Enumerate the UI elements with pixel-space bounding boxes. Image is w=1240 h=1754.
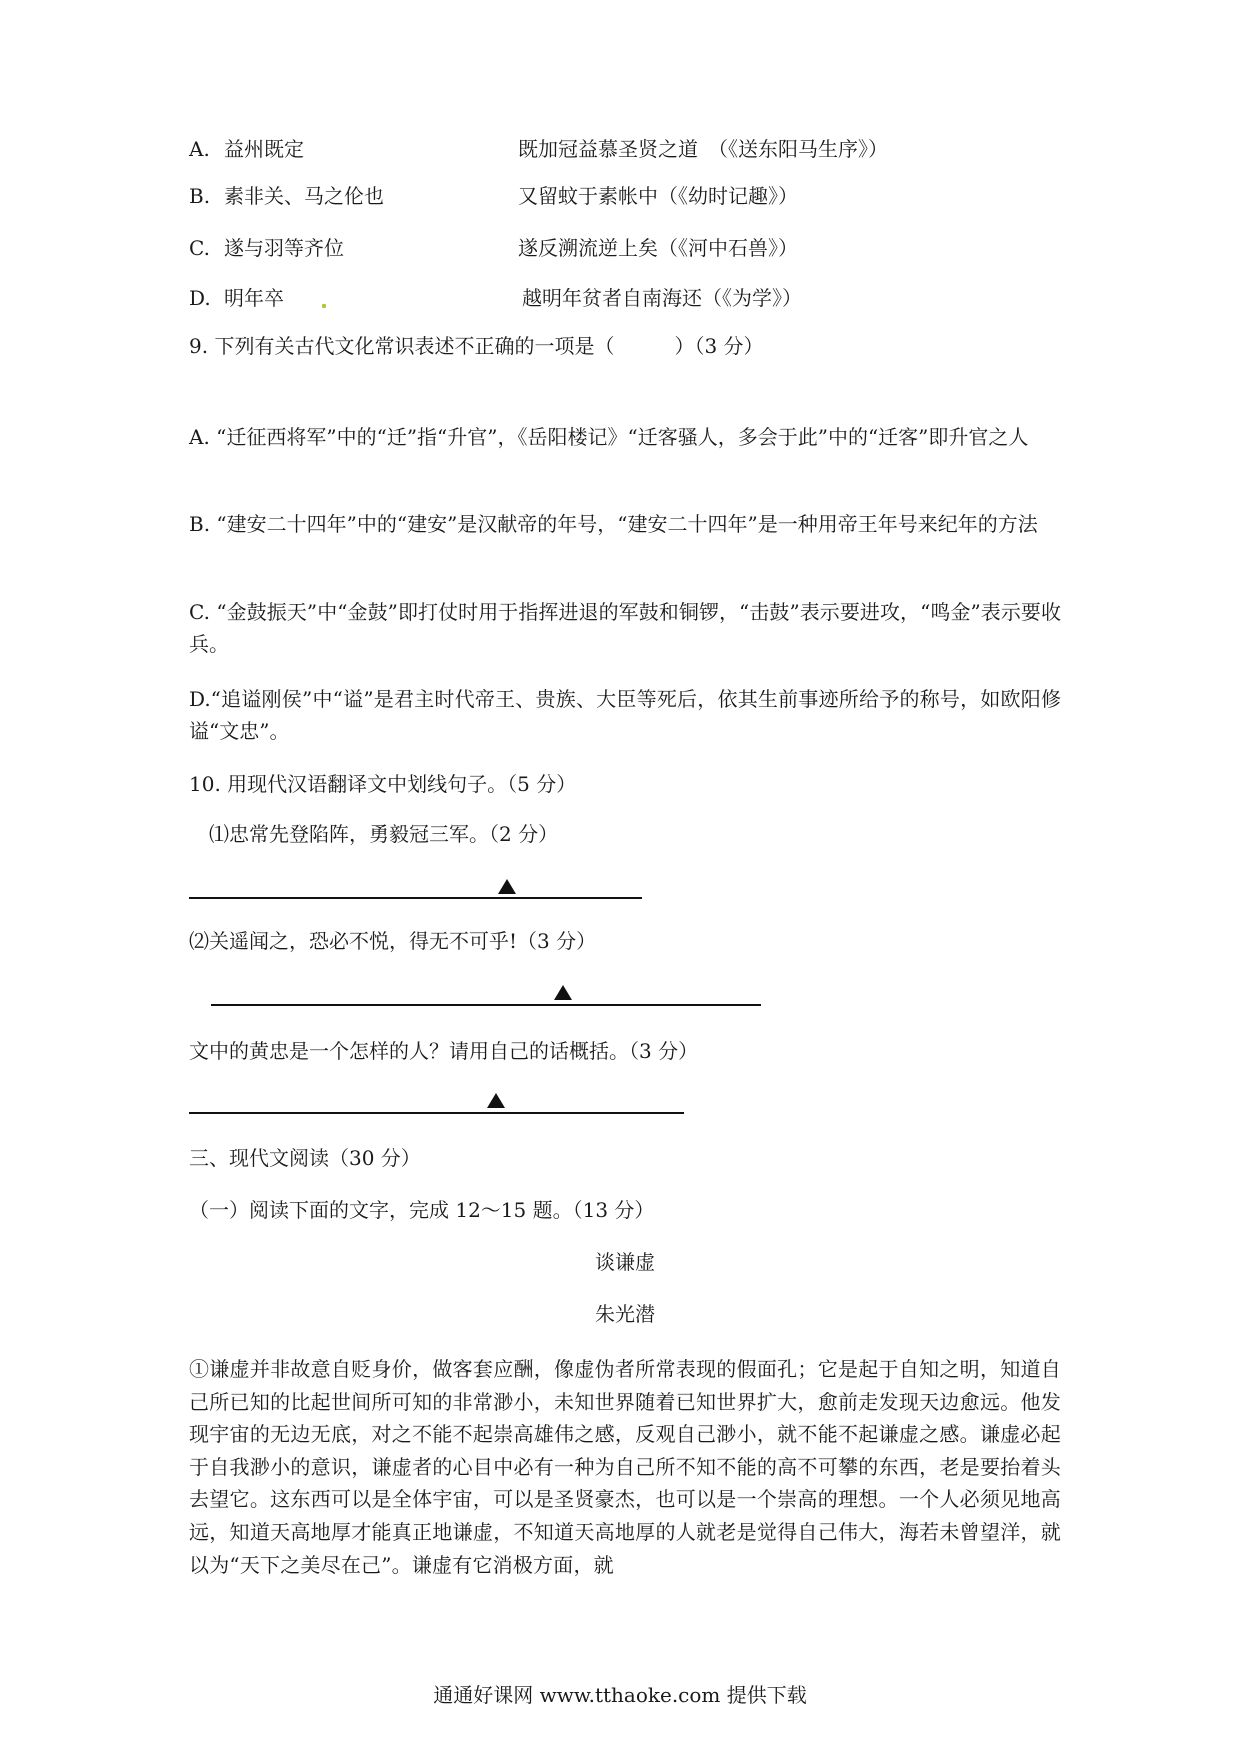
passage-author: 朱光潜 [595,1302,655,1326]
q8-option-a-right: 既加冠益慕圣贤之道 （《送东阳马生序》） [518,137,888,161]
answer-line [211,1004,761,1006]
q9-stem: 9. 下列有关古代文化常识表述不正确的一项是（ ）（3 分） [189,334,764,358]
answer-marker-icon [554,985,572,1000]
q8-option-b-left: 素非关、马之伦也 [224,184,384,208]
q9-option-c: C. “金鼓振天”中“金鼓”即打仗时用于指挥进退的军鼓和铜锣，“击鼓”表示要进攻，“鸣金”表示要收兵。 [189,600,1061,656]
q9-option-a: A. “迁征西将军”中的“迁”指“升官”，《岳阳楼记》“迁客骚人，多会于此”中的“迁客”即升官之人 [189,425,1029,449]
passage-title: 谈谦虚 [595,1250,655,1274]
answer-line [189,897,642,899]
q8-option-b-label: B. [189,184,211,208]
q8-option-c-right: 遂反溯流逆上矣（《河中石兽》） [518,236,798,260]
answer-marker-icon [487,1093,505,1108]
q8-option-c-left: 遂与羽等齐位 [224,236,344,260]
answer-marker-icon [498,879,516,894]
passage-body: ①谦虚并非故意自贬身价，做客套应酬，像虚伪者所常表现的假面孔；它是起于自知之明，知道自己所已知的比起世间所可知的非常渺小，未知世界随着已知世界扩大，愈前走发现天边愈远。他发现宇宙的无边无底，对之不能不起崇高雄伟之感，反观自己渺小，就不能不起谦虚之感。谦虚必起于自我渺小的意识，谦虚者的心目中必有一种为自己所不知不能的高不可攀的东西，老是要抬着头去望它。这东西可以是全体宇宙，可以是圣贤豪杰，也可以是一个崇高的理想。一个人必须见地高远，知道天高地厚才能真正地谦虚，不知道天高地厚的人就老是觉得自己伟大，海若未曾望洋，就以为“天下之美尽在己”。谦虚有它消极方面，就 [189,1357,1061,1577]
q9-option-b: B. “建安二十四年”中的“建安”是汉献帝的年号，“建安二十四年”是一种用帝王年号来纪年的方法 [189,512,1038,536]
q8-option-c-label: C. [189,236,210,260]
q10-item-1: ⑴忠常先登陷阵，勇毅冠三军。（2 分） [209,822,559,846]
scan-speck [322,304,326,308]
q8-option-a-left: 益州既定 [224,137,304,161]
q9-option-d: D.“追谥刚侯”中“谥”是君主时代帝王、贵族、大臣等死后，依其生前事迹所给予的称号，如欧阳修谥“文忠”。 [189,687,1061,743]
q8-option-b-right: 又留蚊于素帐中（《幼时记趣》） [518,184,798,208]
q8-option-d-right: 越明年贫者自南海还（《为学》） [522,286,802,310]
section-3-subheading: （一）阅读下面的文字，完成 12～15 题。（13 分） [189,1198,655,1222]
q10-item-2: ⑵关遥闻之，恐必不悦，得无不可乎!（3 分） [189,929,597,953]
section-3-heading: 三、现代文阅读（30 分） [189,1146,421,1170]
answer-line [189,1112,684,1114]
q10-stem: 10. 用现代汉语翻译文中划线句子。（5 分） [189,772,577,796]
q11-stem: 文中的黄忠是一个怎样的人？请用自己的话概括。（3 分） [189,1039,699,1063]
page-footer: 通通好课网 www.tthaoke.com 提供下载 [433,1683,807,1707]
q8-option-d-left: 明年卒 [224,286,284,310]
q8-option-a-label: A. [189,137,210,161]
q8-option-d-label: D. [189,286,211,310]
